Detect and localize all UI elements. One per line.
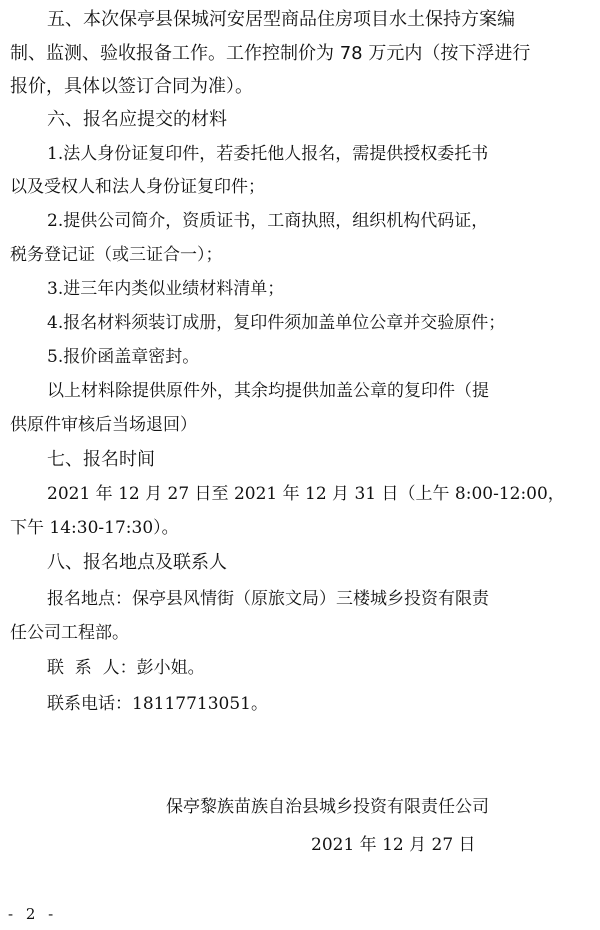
section7-line-2: 下午 14:30-17:30）。 xyxy=(10,518,179,538)
contact-phone: 联系电话：18117713051。 xyxy=(47,694,268,714)
section6-note-a: 以上材料除提供原件外，其余均提供加盖公章的复印件（提 xyxy=(47,381,489,401)
section6-item-4: 4.报名材料须装订成册，复印件须加盖单位公章并交验原件； xyxy=(47,313,506,333)
section5-line-3: 报价，具体以签订合同为准）。 xyxy=(10,76,253,97)
section6-heading: 六、报名应提交的材料 xyxy=(47,109,227,130)
section5-line-2: 制、监测、验收报备工作。工作控制价为 78 万元内（按下浮进行 xyxy=(10,43,531,64)
section5-line-1: 五、本次保亭县保城河安居型商品住房项目水土保持方案编 xyxy=(47,9,515,30)
section8-heading: 八、报名地点及联系人 xyxy=(47,552,227,573)
page-number: - 2 - xyxy=(8,905,58,923)
signature-date: 2021 年 12 月 27 日 xyxy=(311,835,476,855)
section6-item-1a: 1.法人身份证复印件，若委托他人报名，需提供授权委托书 xyxy=(47,144,489,164)
section6-item-1b: 以及受权人和法人身份证复印件； xyxy=(10,177,265,197)
section6-item-2b: 税务登记证（或三证合一）； xyxy=(10,245,223,265)
section6-note-b: 供原件审核后当场退回） xyxy=(10,415,197,435)
section6-item-3: 3.进三年内类似业绩材料清单； xyxy=(47,279,285,299)
contact-person: 联 系 人：彭小姐。 xyxy=(47,658,205,678)
registration-address-a: 报名地点：保亭县风情街（原旅文局）三楼城乡投资有限责 xyxy=(47,589,489,609)
section7-heading: 七、报名时间 xyxy=(47,449,155,470)
registration-address-b: 任公司工程部。 xyxy=(10,623,129,643)
section6-item-2a: 2.提供公司简介，资质证书，工商执照，组织机构代码证， xyxy=(47,211,489,231)
signature-company: 保亭黎族苗族自治县城乡投资有限责任公司 xyxy=(166,797,489,817)
section7-line-1: 2021 年 12 月 27 日至 2021 年 12 月 31 日（上午 8:00-12:00， xyxy=(47,484,565,504)
section6-item-5: 5.报价函盖章密封。 xyxy=(47,347,200,367)
